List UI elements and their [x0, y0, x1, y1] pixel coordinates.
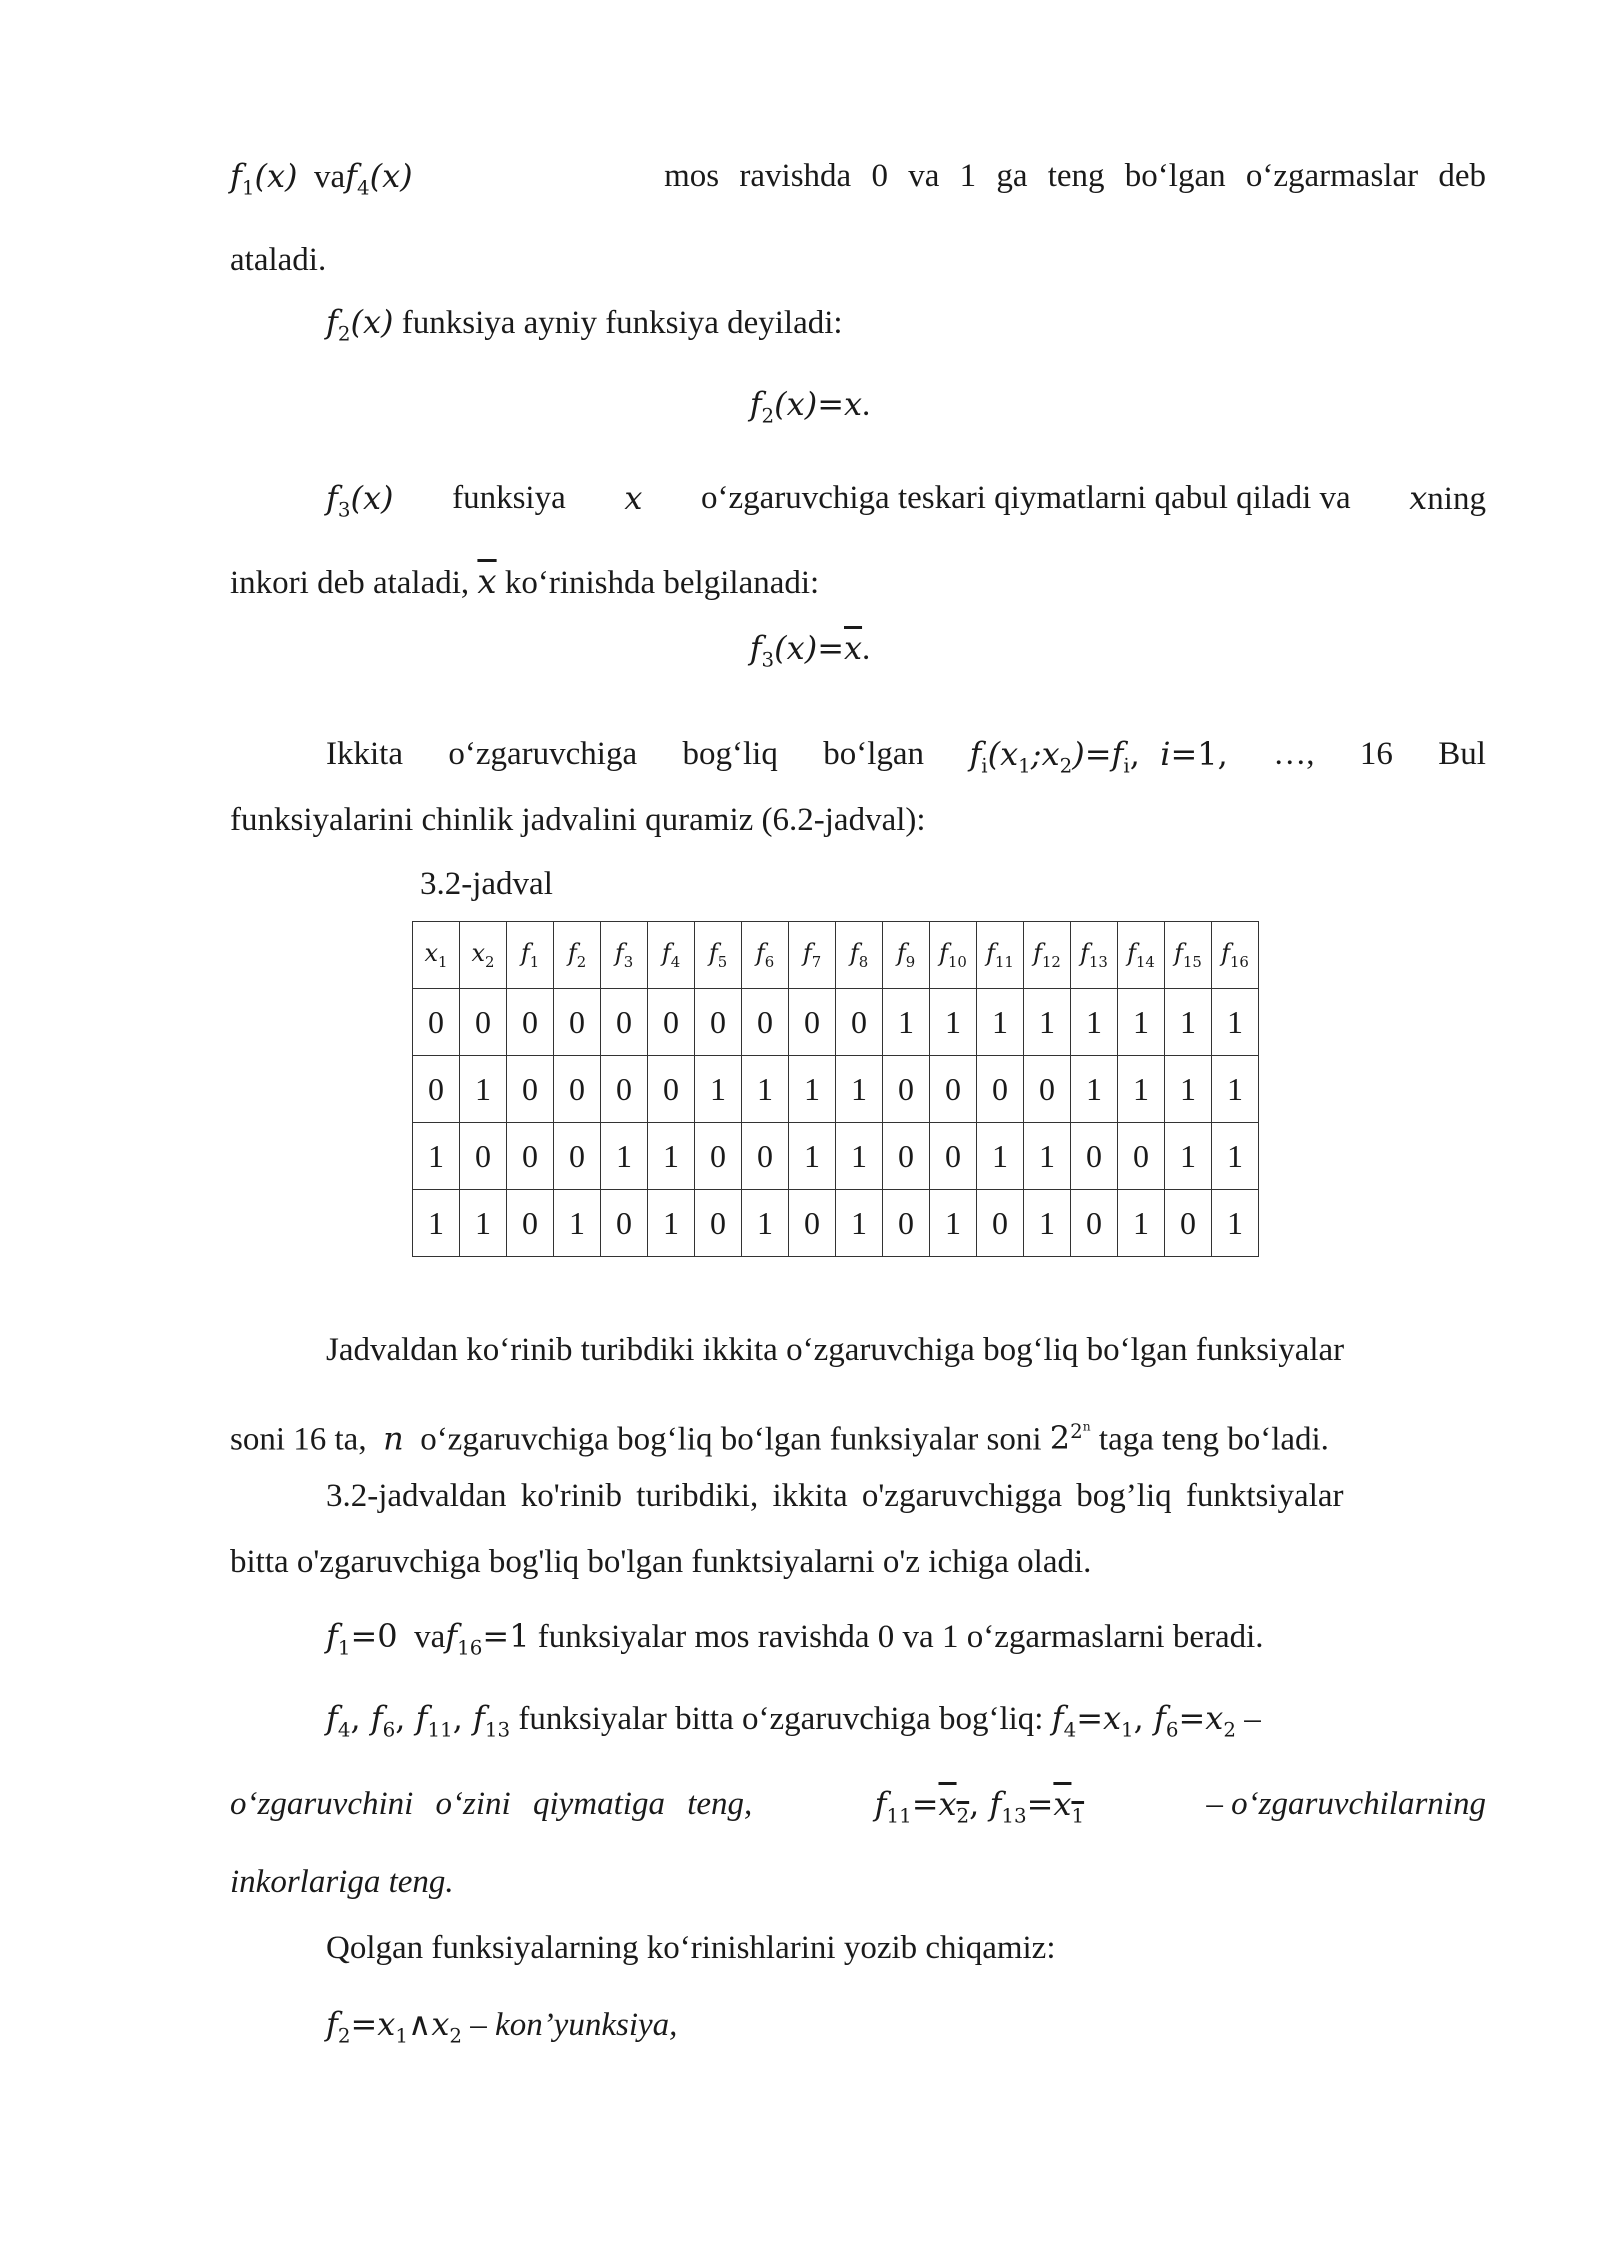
table-cell: 1 [1024, 1123, 1071, 1190]
paragraph-single-var-line1: $f_4$, $f_6$, $f_{11}$, $f_{13}$ funksiyalar bitta o‘zgaruvchiga bog‘liq: $f_4=x_1$, $f_6=x_2$ – [326, 1699, 1261, 1742]
header-x1: $x_1$ [413, 922, 460, 989]
word: bog‘liq [682, 736, 778, 772]
table-cell: 1 [1118, 989, 1165, 1056]
table-cell: 1 [977, 989, 1024, 1056]
word-ning: ning [1427, 481, 1486, 517]
count-text-a: soni 16 ta, [230, 1421, 367, 1458]
table-cell: 1 [930, 1190, 977, 1257]
table-cell: 1 [413, 1123, 460, 1190]
table-cell: 0 [977, 1056, 1024, 1123]
table-cell: 0 [695, 1123, 742, 1190]
table-cell: 1 [930, 989, 977, 1056]
word: bo‘lgan [823, 736, 925, 772]
header-f12: $f_{12}$ [1024, 922, 1071, 989]
table-cell: 0 [507, 1190, 554, 1257]
truth-table [412, 921, 1259, 1257]
table-row [413, 1123, 1259, 1190]
table-cell: 0 [789, 1190, 836, 1257]
header-f6: $f_6$ [742, 922, 789, 989]
paragraph-subset-line2: bitta o'zgaruvchiga bog'liq bo'lgan funktsiyalarni o'z ichiga oladi. [230, 1544, 1092, 1580]
formula-f1-f4: $f_1(x)$ vaf$_4$(x) [230, 157, 413, 200]
negation-text: o‘zgaruvchiga teskari qiymatlarni qabul qiladi va [700, 480, 1351, 516]
table-cell: 1 [977, 1123, 1024, 1190]
header-f13: $f_{13}$ [1071, 922, 1118, 989]
conjunction-va: va [313, 159, 346, 195]
word: Bul [1438, 736, 1486, 772]
paragraph-constants-line1 [230, 156, 1486, 208]
conjunction-text: – kon’yunksiya, [470, 2007, 678, 2043]
table-cell: 1 [1118, 1190, 1165, 1257]
word: o‘zgaruvchiga [448, 736, 638, 772]
table-cell: 0 [507, 1056, 554, 1123]
table-cell: 0 [930, 1123, 977, 1190]
formula-fi: $f_i(x_1;x_2)=f_i$, i=1, [969, 735, 1228, 778]
paragraph-count-line1: Jadvaldan ko‘rinib turibdiki ikkita o‘zgaruvchiga bog‘liq bo‘lgan funksiyalar [326, 1332, 1345, 1368]
formula-identity: $f_2(x)=x$. [749, 385, 871, 428]
header-f1: $f_1$ [507, 922, 554, 989]
table-cell: 0 [507, 1123, 554, 1190]
conjunction-va: va [414, 1619, 446, 1655]
table-cell: 0 [460, 1123, 507, 1190]
header-f4: $f_4$ [648, 922, 695, 989]
table-cell: 1 [648, 1123, 695, 1190]
word-funksiya: funksiya [452, 480, 566, 516]
table-cell: 0 [836, 989, 883, 1056]
table-cell: 0 [413, 989, 460, 1056]
table-cell: 1 [648, 1190, 695, 1257]
paragraph-two-var-line2: funksiyalarini chinlik jadvalini quramiz (6.2-jadval): [230, 802, 926, 838]
table-cell: 1 [883, 989, 930, 1056]
paragraph-f1-f16: $f_1=0$ vaf$_{16}$=1 funksiyalar mos ravishda 0 va 1 o‘zgarmaslarni beradi. [326, 1617, 1264, 1660]
table-cell: 0 [648, 1056, 695, 1123]
dash: – [1244, 1701, 1261, 1737]
table-cell: 0 [1071, 1190, 1118, 1257]
table-cell: 0 [789, 989, 836, 1056]
word: 16 [1359, 736, 1393, 772]
table-cell: 1 [413, 1190, 460, 1257]
table-cell: 0 [742, 1123, 789, 1190]
table-cell: 1 [460, 1056, 507, 1123]
table-cell: 1 [1165, 1123, 1212, 1190]
table-cell: 0 [460, 989, 507, 1056]
formula-negation: $f_3(x)=\overline{x}$. [749, 629, 871, 672]
table-cell: 0 [930, 1056, 977, 1123]
header-f14: $f_{14}$ [1118, 922, 1165, 989]
formula-conjunction: $f_2=x_1\wedge x_2$ – kon’yunksiya, [326, 2005, 678, 2048]
header-f5: $f_5$ [695, 922, 742, 989]
header-f2: $f_2$ [554, 922, 601, 989]
header-f16: $f_{16}$ [1212, 922, 1259, 989]
table-body [413, 989, 1259, 1257]
table-cell: 1 [1165, 989, 1212, 1056]
single-var-text-b: – o‘zgaruvchilarning [1206, 1786, 1486, 1822]
table-cell: 1 [695, 1056, 742, 1123]
table-cell: 0 [554, 989, 601, 1056]
table-cell: 0 [695, 1190, 742, 1257]
single-var-text: funksiyalar bitta o‘zgaruvchiga bog‘liq: [518, 1701, 1044, 1737]
table-header-row [413, 922, 1259, 989]
table-cell: 0 [601, 989, 648, 1056]
word: …, [1273, 736, 1315, 772]
table-cell: 0 [742, 989, 789, 1056]
table-cell: 0 [695, 989, 742, 1056]
table-cell: 1 [1212, 1123, 1259, 1190]
table-cell: 0 [1071, 1123, 1118, 1190]
table-cell: 0 [554, 1123, 601, 1190]
table-cell: 1 [1212, 989, 1259, 1056]
header-f11: $f_{11}$ [977, 922, 1024, 989]
paragraph-single-var-line2: o‘zgaruvchini o‘zini qiymatiga teng, $f_{11}=x_2$, $f_{13}=x_1$ – o‘zgaruvchilarning [230, 1784, 1486, 1836]
identity-text: funksiya ayniy funksiya deyiladi: [401, 305, 843, 341]
table-cell: 1 [1212, 1056, 1259, 1123]
table-cell: 1 [1071, 989, 1118, 1056]
table-cell: 1 [1024, 989, 1071, 1056]
table-cell: 0 [883, 1190, 930, 1257]
table-cell: 1 [836, 1190, 883, 1257]
paragraph-count-line2: soni 16 ta, n o‘zgaruvchiga bog‘liq bo‘lgan funksiyalar soni $2^{2^n}$ taga teng bo‘ladi. [230, 1419, 1329, 1458]
table-cell: 0 [601, 1056, 648, 1123]
negation-text-a: inkori deb ataladi, [230, 565, 470, 601]
paragraph-constants-line2: ataladi. [230, 242, 327, 278]
table-cell: 0 [1024, 1056, 1071, 1123]
table-cell: 1 [1165, 1056, 1212, 1123]
table-cell: 1 [1212, 1190, 1259, 1257]
negation-text-b: ko‘rinishda belgilanadi: [504, 565, 820, 601]
table-cell: 0 [1165, 1190, 1212, 1257]
table-cell: 1 [836, 1123, 883, 1190]
count-text-c: taga teng bo‘ladi. [1098, 1421, 1329, 1458]
paragraph-identity: $f_2(x)$ funksiya ayniy funksiya deyiladi: [326, 303, 843, 346]
table-cell: 0 [883, 1056, 930, 1123]
table-cell: 0 [554, 1056, 601, 1123]
table-cell: 1 [742, 1190, 789, 1257]
table-row [413, 1190, 1259, 1257]
paragraph-subset-line1: 3.2-jadvaldan ko'rinib turibdiki, ikkita o'zgaruvchigga bog’liq funktsiyalar [326, 1478, 1344, 1514]
table-cell: 1 [554, 1190, 601, 1257]
table-cell: 1 [1071, 1056, 1118, 1123]
header-f9: $f_9$ [883, 922, 930, 989]
table-cell: 0 [883, 1123, 930, 1190]
table-cell: 1 [1024, 1190, 1071, 1257]
table-cell: 0 [1118, 1123, 1165, 1190]
paragraph-single-var-line3: inkorlariga teng. [230, 1864, 454, 1900]
table-cell: 0 [648, 989, 695, 1056]
constants-text: mos ravishda 0 va 1 ga teng bo‘lgan o‘zgarmaslar deb [664, 158, 1486, 194]
word: Ikkita [326, 736, 403, 772]
table-cell: 1 [836, 1056, 883, 1123]
single-var-text-a: o‘zgaruvchini o‘zini qiymatiga teng, [230, 1786, 753, 1822]
count-text-b: o‘zgaruvchiga bog‘liq bo‘lgan funksiyalar soni [420, 1421, 1042, 1458]
table-cell: 0 [507, 989, 554, 1056]
table-cell: 1 [601, 1123, 648, 1190]
table-cell: 1 [1118, 1056, 1165, 1123]
table-row [413, 989, 1259, 1056]
paragraph-remaining: Qolgan funksiyalarning ko‘rinishlarini yozib chiqamiz: [326, 1930, 1056, 1966]
table-cell: 1 [742, 1056, 789, 1123]
table-cell: 1 [789, 1123, 836, 1190]
f1-f16-text: funksiyalar mos ravishda 0 va 1 o‘zgarmaslarni beradi. [537, 1619, 1264, 1655]
paragraph-negation-line1: $f_3(x)$ funksiya x o‘zgaruvchiga teskari qiymatlarni qabul qiladi va xning [326, 478, 1486, 530]
header-f10: $f_{10}$ [930, 922, 977, 989]
paragraph-negation-line2: inkori deb ataladi, $\overline{x}$ ko‘rinishda belgilanadi: [230, 562, 820, 602]
table-cell: 1 [460, 1190, 507, 1257]
table-cell: 0 [977, 1190, 1024, 1257]
header-f8: $f_8$ [836, 922, 883, 989]
header-f15: $f_{15}$ [1165, 922, 1212, 989]
table-row [413, 1056, 1259, 1123]
table-cell: 0 [413, 1056, 460, 1123]
table-caption: 3.2-jadval [420, 866, 553, 902]
paragraph-two-var-line1 [326, 734, 1486, 786]
header-x2: $x_2$ [460, 922, 507, 989]
header-f3: $f_3$ [601, 922, 648, 989]
table-cell: 1 [789, 1056, 836, 1123]
header-f7: $f_7$ [789, 922, 836, 989]
table-cell: 0 [601, 1190, 648, 1257]
